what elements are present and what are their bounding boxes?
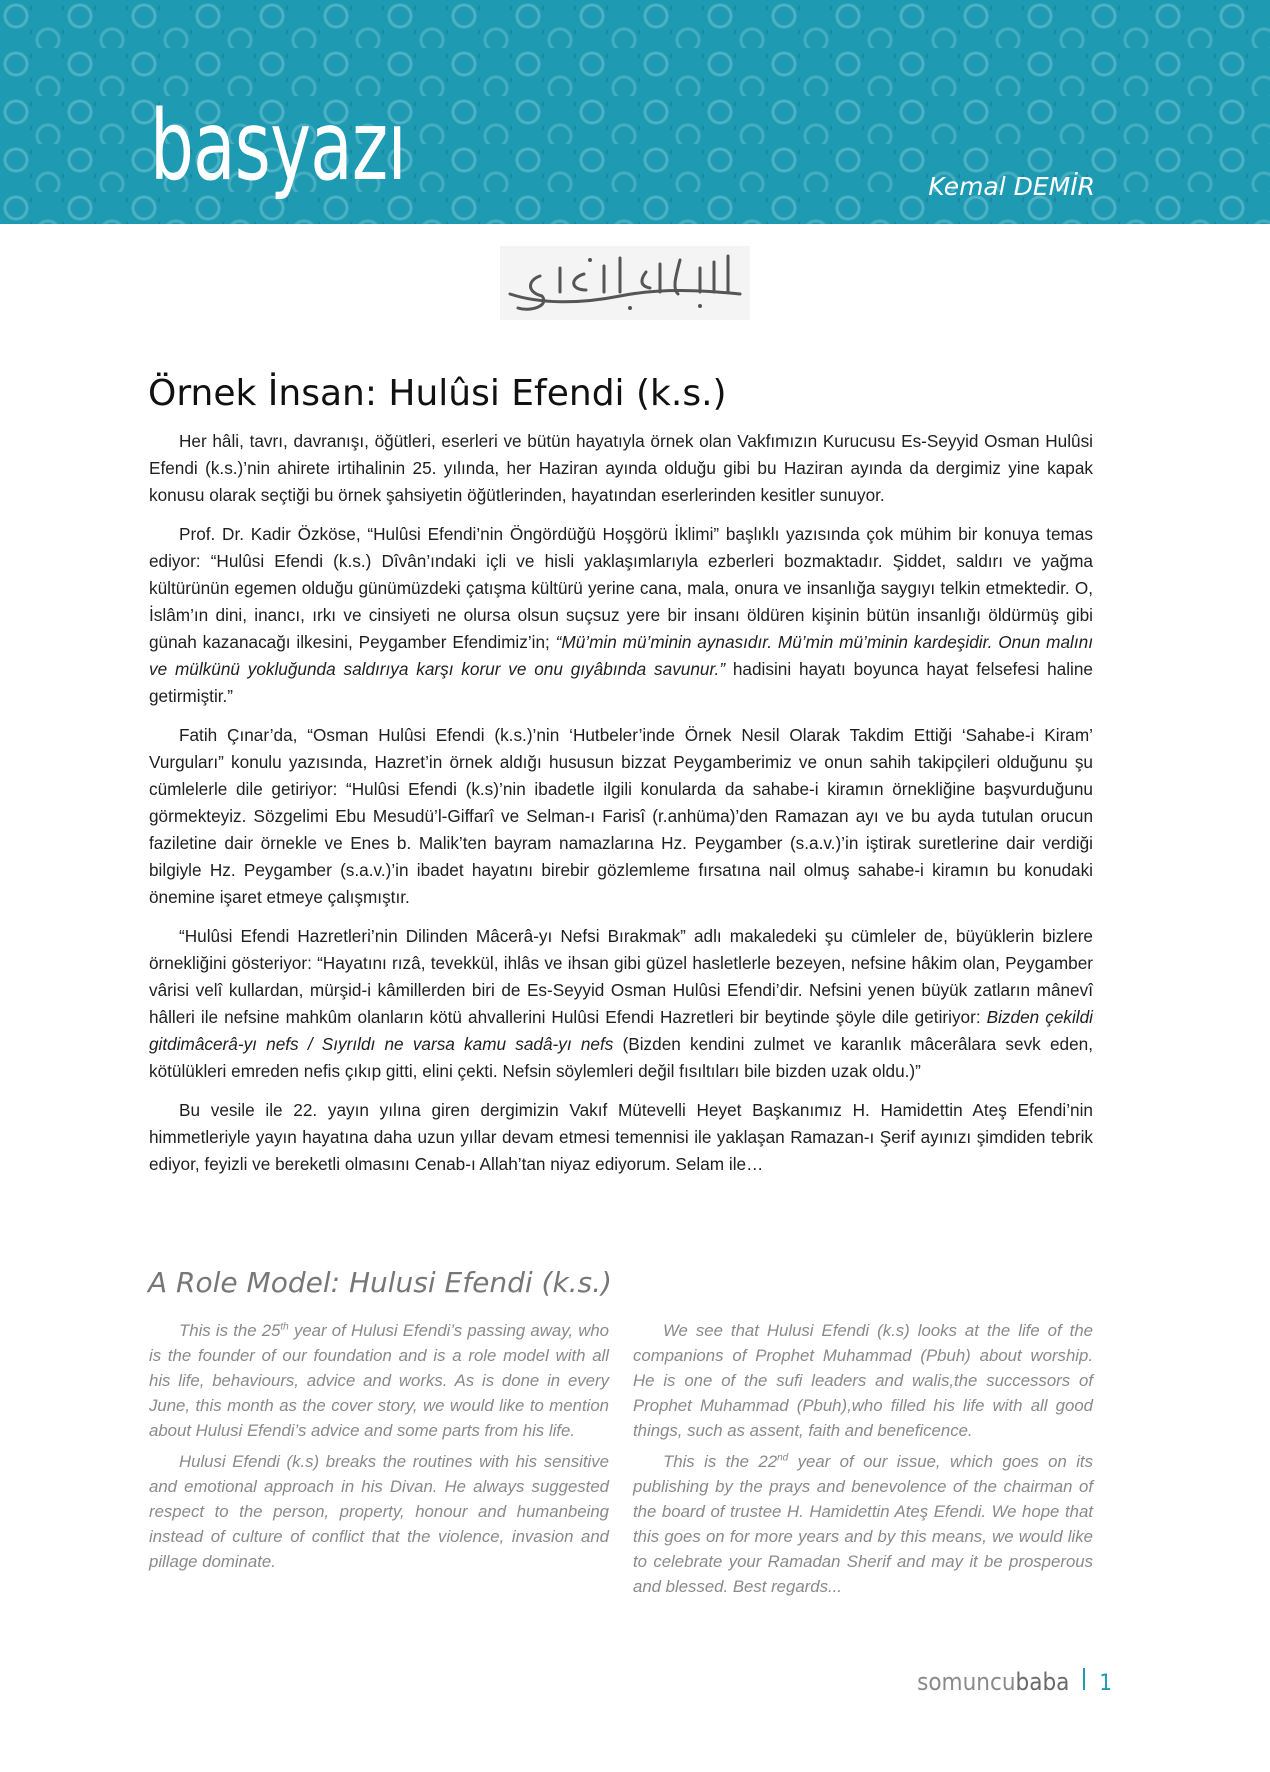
- brand-part: baba: [1015, 1668, 1070, 1696]
- verse-quote: Bizden çekildi gitdimâcerâ-yı nefs / Sıyrıldı ne varsa kamu sadâ-yı nefs: [149, 1007, 1093, 1054]
- paragraph-text: Prof. Dr. Kadir Özköse, “Hulûsi Efendi’nin Öngördüğü Hoşgörü İklimi” başlıklı yazısında çok mühim bir konuya temas ediyor: “Hulûsi Efendi (k.s.) Dîvân’ındaki içli ve hisli yaklaşımlarıyla ezberleri bozmaktadır. Şiddet, saldırı ve yağma kültürünün egemen olduğu günümüzdeki çatışma kültürü yerine cana, mala, onura ve insanlığa saygıyı telkin etmektedir. O, İslâm’ın dini, inancı, ırkı ve cinsiyeti ne olursa olsun suçsuz yere bir insanı öldüren kişinin bütün insanlığı öldürmüş gibi günah kazanacağı ilkesini, Peygamber Efendimiz’in;: [149, 524, 1093, 652]
- ordinal-suffix: th: [280, 1321, 289, 1333]
- brand-part: somuncu: [917, 1668, 1016, 1696]
- paragraph-text: hadisini hayatı boyunca hayat felsefesi haline getirmiştir.”: [149, 659, 1093, 706]
- paragraph: Fatih Çınar’da, “Osman Hulûsi Efendi (k.s.)’nin ‘Hutbeler’inde Örnek Nesil Olarak Takdim Ettiği ‘Sahabe-i Kiram’ Vurguları” konulu yazısında, Hazret’in örnek aldığı hususun bizzat Peygamberimiz ve onun sahih takipçileri olduğunu şu cümlelerle dile getiriyor: “Hulûsi Efendi (k.s)’nin ibadetle ilgili konularda da sahabe-i kiramın örnekliğine başvurduğunu görmekteyiz. Sözgelimi Ebu Mesudü’l-Giffarî ve Selman-ı Farisî (r.anhüma)’den Ramazan ayı ve bu ayda tutulan orucun faziletine dair örnekle ve Enes b. Malik’ten bayram namazlarına Hz. Peygamber (s.a.v.)’in iştirak suretlerine dair verdiği bilgiyle Hz. Peygamber (s.a.v.)’in ibadet hayatını birebir gözlemleme fırsatına nail olmuş sahabe-i kiramın bu konudaki önemine işaret etmeye çalışmıştır.: [149, 725, 1093, 907]
- paragraph-text: (Bizden kendini zulmet ve karanlık mâcerâlara sevk eden, kötülükleri emreden nefis çıkıp gitti, elini çekti. Nefsin söylemleri değil fısıltıları bile bizden uzak oldu.)”: [149, 1034, 1093, 1081]
- hadith-quote: “Mü’min mü’minin aynasıdır. Mü’min mü’minin kardeşidir. Onun malını ve mülkünü yokluğunda saldırıya karşı korur ve onu gıyâbında savunur.”: [149, 632, 1093, 679]
- english-column-left: [149, 1318, 609, 1580]
- magazine-brand: [917, 1668, 1069, 1696]
- paragraph-text: This is the 25: [179, 1321, 281, 1340]
- paragraph: [633, 1449, 1093, 1599]
- section-title: basyazı: [150, 90, 406, 202]
- paragraph: [149, 1318, 609, 1443]
- basmala-calligraphy: [500, 246, 750, 320]
- paragraph: Bu vesile ile 22. yayın yılına giren dergimizin Vakıf Mütevelli Heyet Başkanımız H. Hamidettin Ateş Efendi’nin himmetleriyle yayın hayatına daha uzun yıllar devam etmesi temennisi ile yaklaşan Ramazan-ı Şerif ayınızı şimdiden tebrik ediyor, feyizli ve bereketli olmasını Cenab-ı Allah’tan niyaz ediyorum. Selam ile…: [149, 1100, 1093, 1174]
- paragraph: Her hâli, tavrı, davranışı, öğütleri, eserleri ve bütün hayatıyla örnek olan Vakfımızın Kurucusu Es-Seyyid Osman Hulûsi Efendi (k.s.)’nin ahirete irtihalinin 25. yılında, her Haziran ayında olduğu gibi bu Haziran ayında da dergimiz yine kapak konusu olarak seçtiği bu örnek şahsiyetin öğütlerinden, hayatından eserlerinden kesitler sunuyor.: [149, 431, 1093, 505]
- paragraph-text: This is the 22: [663, 1452, 778, 1471]
- paragraph-text: “Hulûsi Efendi Hazretleri’nin Dilinden Mâcerâ-yı Nefsi Bırakmak” adlı makaledeki şu cümleler de, büyüklerin bizlere örnekliğini gösteriyor: “Hayatını rızâ, tevekkül, ihlâs ve ihsan gibi güzel hasletlerle bezeyen, nefsine hâkim olan, Peygamber vârisi velî kullardan, mürşid-i kâmillerden biri de Es-Seyyid Osman Hulûsi Efendi’dir. Nefsini yenen büyük zatların mânevî hâlleri ile nefsine mahkûm olanların kötü ahvallerini Hulûsi Efendi Hazretleri bir beytinde şöyle dile getiriyor:: [149, 926, 1093, 1027]
- paragraph-text: year of Hulusi Efendi’s passing away, who is the founder of our foundation and is a role model with all his life, behaviours, advice and works. As is done in every June, this month as the cover story, we would like to mention about Hulusi Efendi’s advice and some parts from his life.: [149, 1321, 609, 1440]
- english-column-right: [633, 1318, 1093, 1605]
- paragraph: Hulusi Efendi (k.s) breaks the routines with his sensitive and emotional approach in his Divan. He always suggested respect to the person, property, honour and humanbeing instead of culture of conflict that the violence, invasion and pillage dominate.: [149, 1452, 609, 1571]
- ordinal-suffix: nd: [777, 1452, 789, 1464]
- turkish-article-body: [149, 428, 1093, 1190]
- english-article-title: A Role Model: Hulusi Efendi (k.s.): [148, 1266, 612, 1299]
- paragraph: We see that Hulusi Efendi (k.s) looks at the life of the companions of Prophet Muhammad (Pbuh) about worship. He is one of the sufi leaders and walis,the successors of Prophet Muhammad (Pbuh),who filled his life with all good things, such as assent, faith and beneficence.: [633, 1321, 1093, 1440]
- page-number: 1: [1099, 1671, 1112, 1696]
- header-banner: [0, 0, 1270, 224]
- page-divider: [1083, 1668, 1085, 1690]
- paragraph-text: year of our issue, which goes on its publishing by the prays and benevolence of the chairman of the board of trustee H. Hamidettin Ateş Efendi. We hope that this goes on for more years and by this means, we would like to celebrate your Ramadan Sherif and may it be prosperous and blessed. Best regards...: [633, 1452, 1093, 1596]
- footer: [917, 1668, 1112, 1696]
- paragraph: [149, 923, 1093, 1085]
- paragraph: [149, 521, 1093, 710]
- author-name: Kemal DEMİR: [928, 172, 1095, 201]
- turkish-article-title: Örnek İnsan: Hulûsi Efendi (k.s.): [148, 373, 727, 414]
